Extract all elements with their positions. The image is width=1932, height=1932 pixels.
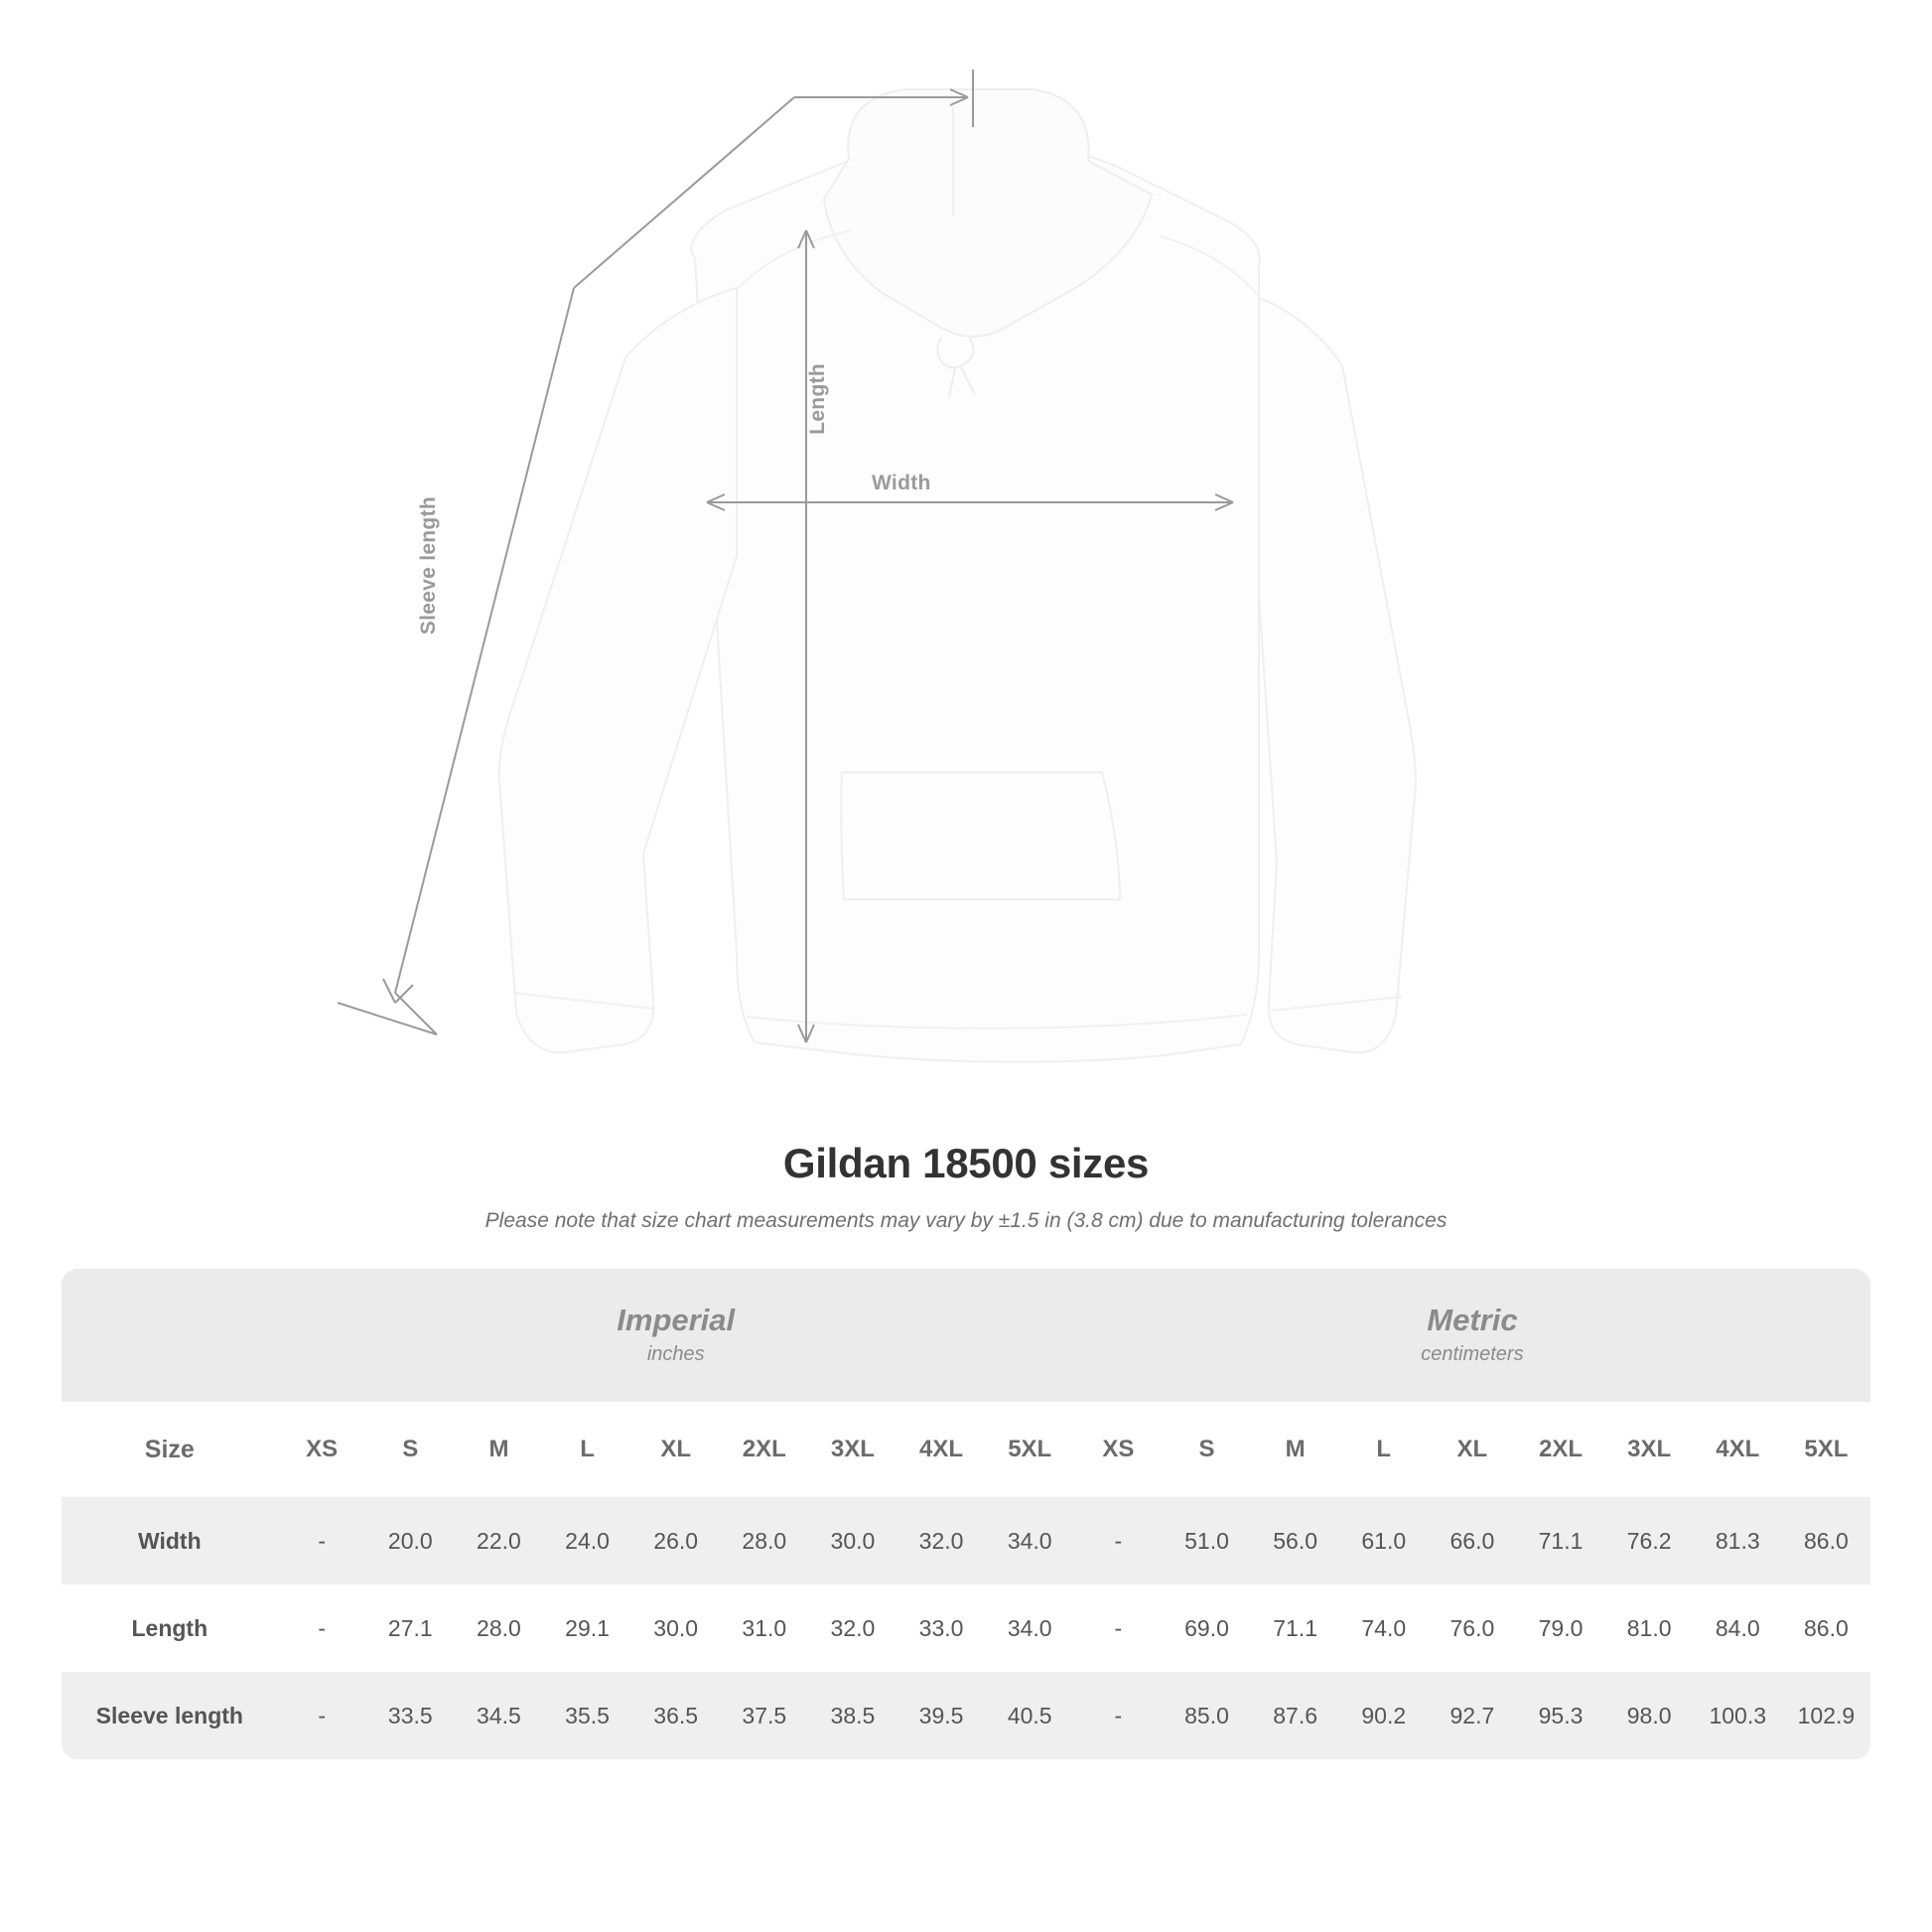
cell-length-met-4: 76.0 xyxy=(1428,1585,1516,1672)
cell-width-met-1: 51.0 xyxy=(1163,1497,1251,1585)
cell-sleeve-imp-3: 35.5 xyxy=(543,1672,631,1759)
cell-length-imp-5: 31.0 xyxy=(720,1585,808,1672)
cell-length-met-8: 86.0 xyxy=(1782,1585,1870,1672)
size-cell-imp-1: S xyxy=(366,1402,455,1497)
cell-width-met-4: 66.0 xyxy=(1428,1497,1516,1585)
cell-length-imp-0: - xyxy=(278,1585,366,1672)
imperial-name: Imperial xyxy=(617,1302,736,1337)
cell-width-met-5: 71.1 xyxy=(1516,1497,1604,1585)
cell-length-imp-7: 33.0 xyxy=(897,1585,986,1672)
cell-sleeve-imp-5: 37.5 xyxy=(720,1672,808,1759)
table-row xyxy=(62,1497,1870,1585)
size-cell-imp-8: 5XL xyxy=(986,1402,1074,1497)
cell-width-met-3: 61.0 xyxy=(1339,1497,1428,1585)
size-table xyxy=(62,1269,1870,1759)
cell-sleeve-met-3: 90.2 xyxy=(1339,1672,1428,1759)
size-cell-imp-4: XL xyxy=(631,1402,720,1497)
table-row xyxy=(62,1672,1870,1759)
cell-length-imp-8: 34.0 xyxy=(986,1585,1074,1672)
page-title: Gildan 18500 sizes xyxy=(782,1140,1150,1186)
cell-sleeve-met-6: 98.0 xyxy=(1605,1672,1694,1759)
cell-sleeve-imp-8: 40.5 xyxy=(986,1672,1074,1759)
imperial-sub: inches xyxy=(646,1343,705,1366)
cell-width-imp-4: 26.0 xyxy=(631,1497,720,1585)
cell-width-met-0: - xyxy=(1074,1497,1163,1585)
cell-length-imp-1: 27.1 xyxy=(366,1585,455,1672)
cell-sleeve-met-8: 102.9 xyxy=(1782,1672,1870,1759)
hoodie-shape xyxy=(499,89,1416,1062)
cell-length-met-3: 74.0 xyxy=(1339,1585,1428,1672)
size-cell-met-6: 3XL xyxy=(1605,1402,1694,1497)
cell-sleeve-met-7: 100.3 xyxy=(1694,1672,1782,1759)
cell-width-imp-2: 22.0 xyxy=(455,1497,543,1585)
units-header-row xyxy=(62,1269,1870,1402)
size-cell-imp-6: 3XL xyxy=(808,1402,897,1497)
cell-length-met-5: 79.0 xyxy=(1516,1585,1604,1672)
cell-length-met-2: 71.1 xyxy=(1251,1585,1339,1672)
cell-length-met-7: 84.0 xyxy=(1694,1585,1782,1672)
size-cell-imp-3: L xyxy=(543,1402,631,1497)
size-cell-imp-0: XS xyxy=(278,1402,366,1497)
cell-sleeve-imp-2: 34.5 xyxy=(455,1672,543,1759)
size-cell-met-1: S xyxy=(1163,1402,1251,1497)
cell-width-imp-1: 20.0 xyxy=(366,1497,455,1585)
cell-width-imp-6: 30.0 xyxy=(808,1497,897,1585)
cell-length-imp-6: 32.0 xyxy=(808,1585,897,1672)
cell-sleeve-met-4: 92.7 xyxy=(1428,1672,1516,1759)
length-label: Length xyxy=(806,363,829,435)
metric-header xyxy=(1074,1269,1870,1402)
metric-sub: centimeters xyxy=(1421,1343,1524,1366)
cell-sleeve-met-0: - xyxy=(1074,1672,1163,1759)
cell-sleeve-imp-6: 38.5 xyxy=(808,1672,897,1759)
metric-name: Metric xyxy=(1427,1302,1518,1337)
size-cell-imp-2: M xyxy=(455,1402,543,1497)
cell-sleeve-imp-0: - xyxy=(278,1672,366,1759)
cell-length-met-1: 69.0 xyxy=(1163,1585,1251,1672)
size-cell-imp-5: 2XL xyxy=(720,1402,808,1497)
units-header-spacer xyxy=(62,1269,278,1402)
cell-length-imp-4: 30.0 xyxy=(631,1585,720,1672)
cell-sleeve-imp-1: 33.5 xyxy=(366,1672,455,1759)
cell-width-met-6: 76.2 xyxy=(1605,1497,1694,1585)
cell-width-met-8: 86.0 xyxy=(1782,1497,1870,1585)
cell-length-met-6: 81.0 xyxy=(1605,1585,1694,1672)
cell-width-imp-7: 32.0 xyxy=(897,1497,986,1585)
cell-sleeve-met-2: 87.6 xyxy=(1251,1672,1339,1759)
cell-sleeve-met-1: 85.0 xyxy=(1163,1672,1251,1759)
cell-sleeve-imp-7: 39.5 xyxy=(897,1672,986,1759)
tolerance-note: Please note that size chart measurements may vary by ±1.5 in (3.8 cm) due to manufacturing tolerances xyxy=(484,1209,1448,1232)
row-label-sleeve-length: Sleeve length xyxy=(62,1672,278,1759)
cell-width-met-7: 81.3 xyxy=(1694,1497,1782,1585)
cell-sleeve-met-5: 95.3 xyxy=(1516,1672,1604,1759)
sleeve-length-label: Sleeve length xyxy=(417,496,440,635)
size-cell-met-8: 5XL xyxy=(1782,1402,1870,1497)
imperial-header xyxy=(278,1269,1074,1402)
cell-width-met-2: 56.0 xyxy=(1251,1497,1339,1585)
row-label-width: Width xyxy=(62,1497,278,1585)
cell-length-imp-2: 28.0 xyxy=(455,1585,543,1672)
row-label-length: Length xyxy=(62,1585,278,1672)
cell-sleeve-imp-4: 36.5 xyxy=(631,1672,720,1759)
size-cell-met-3: L xyxy=(1339,1402,1428,1497)
width-label: Width xyxy=(872,472,931,494)
cell-length-met-0: - xyxy=(1074,1585,1163,1672)
size-cell-met-0: XS xyxy=(1074,1402,1163,1497)
size-header-cell: Size xyxy=(62,1402,278,1497)
cell-width-imp-0: - xyxy=(278,1497,366,1585)
size-table-wrapper xyxy=(62,1269,1870,1759)
size-cell-imp-7: 4XL xyxy=(897,1402,986,1497)
cell-length-imp-3: 29.1 xyxy=(543,1585,631,1672)
cell-width-imp-3: 24.0 xyxy=(543,1497,631,1585)
size-cell-met-7: 4XL xyxy=(1694,1402,1782,1497)
size-cell-met-5: 2XL xyxy=(1516,1402,1604,1497)
size-header-row xyxy=(62,1402,1870,1497)
cell-width-imp-8: 34.0 xyxy=(986,1497,1074,1585)
table-row xyxy=(62,1585,1870,1672)
cell-width-imp-5: 28.0 xyxy=(720,1497,808,1585)
title-block xyxy=(0,1140,1932,1233)
size-cell-met-4: XL xyxy=(1428,1402,1516,1497)
size-cell-met-2: M xyxy=(1251,1402,1339,1497)
